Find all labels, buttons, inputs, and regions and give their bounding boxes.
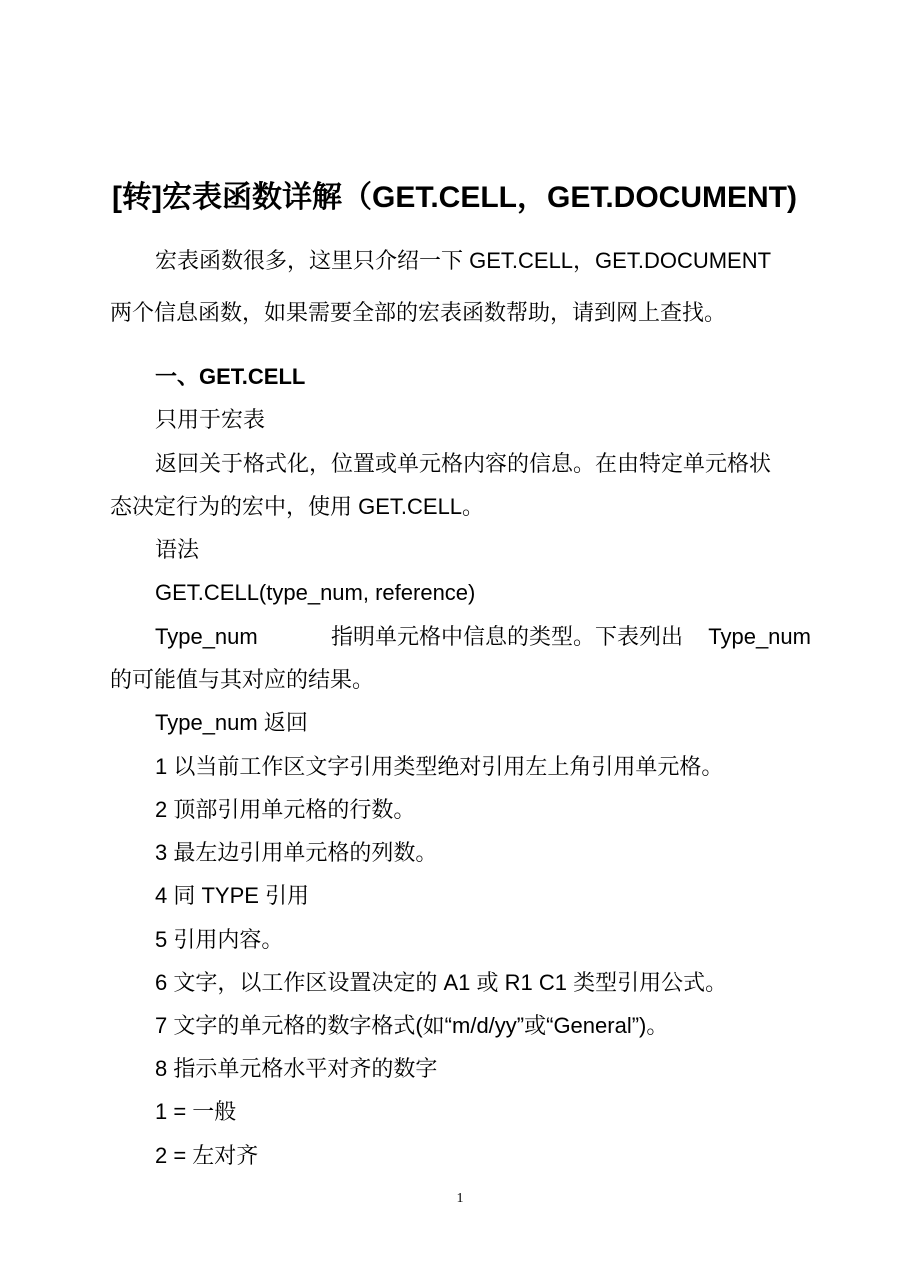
intro-line-1: 宏表函数很多，这里只介绍一下 GET.CELL，GET.DOCUMENT — [155, 248, 772, 273]
list-item: 2 = 左对齐 — [155, 1143, 259, 1168]
description-line-2: 态决定行为的宏中，使用 GET.CELL。 — [110, 494, 485, 519]
document-title: [转]宏表函数详解（GET.CELL，GET.DOCUMENT) — [112, 181, 797, 214]
list-item: 3 最左边引用单元格的列数。 — [155, 840, 438, 865]
syntax-text: GET.CELL(type_num, reference) — [155, 580, 476, 605]
list-item: 2 顶部引用单元格的行数。 — [155, 797, 416, 822]
page-number: 1 — [456, 1191, 464, 1206]
list-item: 8 指示单元格水平对齐的数字 — [155, 1056, 438, 1081]
list-item: 7 文字的单元格的数字格式(如“m/d/yy”或“General”)。 — [155, 1013, 669, 1038]
list-item: 4 同 TYPE 引用 — [155, 883, 310, 908]
parameter-line-2: 的可能值与其对应的结果。 — [110, 667, 375, 692]
section-heading: 一、GET.CELL — [155, 364, 306, 389]
description-line-1: 返回关于格式化，位置或单元格内容的信息。在由特定单元格状 — [155, 451, 772, 476]
parameter-description: 指明单元格中信息的类型。下表列出 — [330, 624, 683, 649]
list-item: 5 引用内容。 — [155, 927, 284, 952]
parameter-name-ref: Type_num — [708, 624, 811, 649]
scope-note: 只用于宏表 — [155, 407, 266, 432]
list-item: 1 以当前工作区文字引用类型绝对引用左上角引用单元格。 — [155, 754, 724, 779]
parameter-line-1 — [155, 622, 811, 652]
parameter-name: Type_num — [155, 624, 258, 649]
list-item: 6 文字，以工作区设置决定的 A1 或 R1 C1 类型引用公式。 — [155, 970, 728, 995]
table-header: Type_num 返回 — [155, 710, 308, 735]
syntax-label: 语法 — [155, 537, 200, 562]
intro-line-2: 两个信息函数，如果需要全部的宏表函数帮助，请到网上查找。 — [110, 300, 727, 325]
list-item: 1 = 一般 — [155, 1099, 237, 1124]
